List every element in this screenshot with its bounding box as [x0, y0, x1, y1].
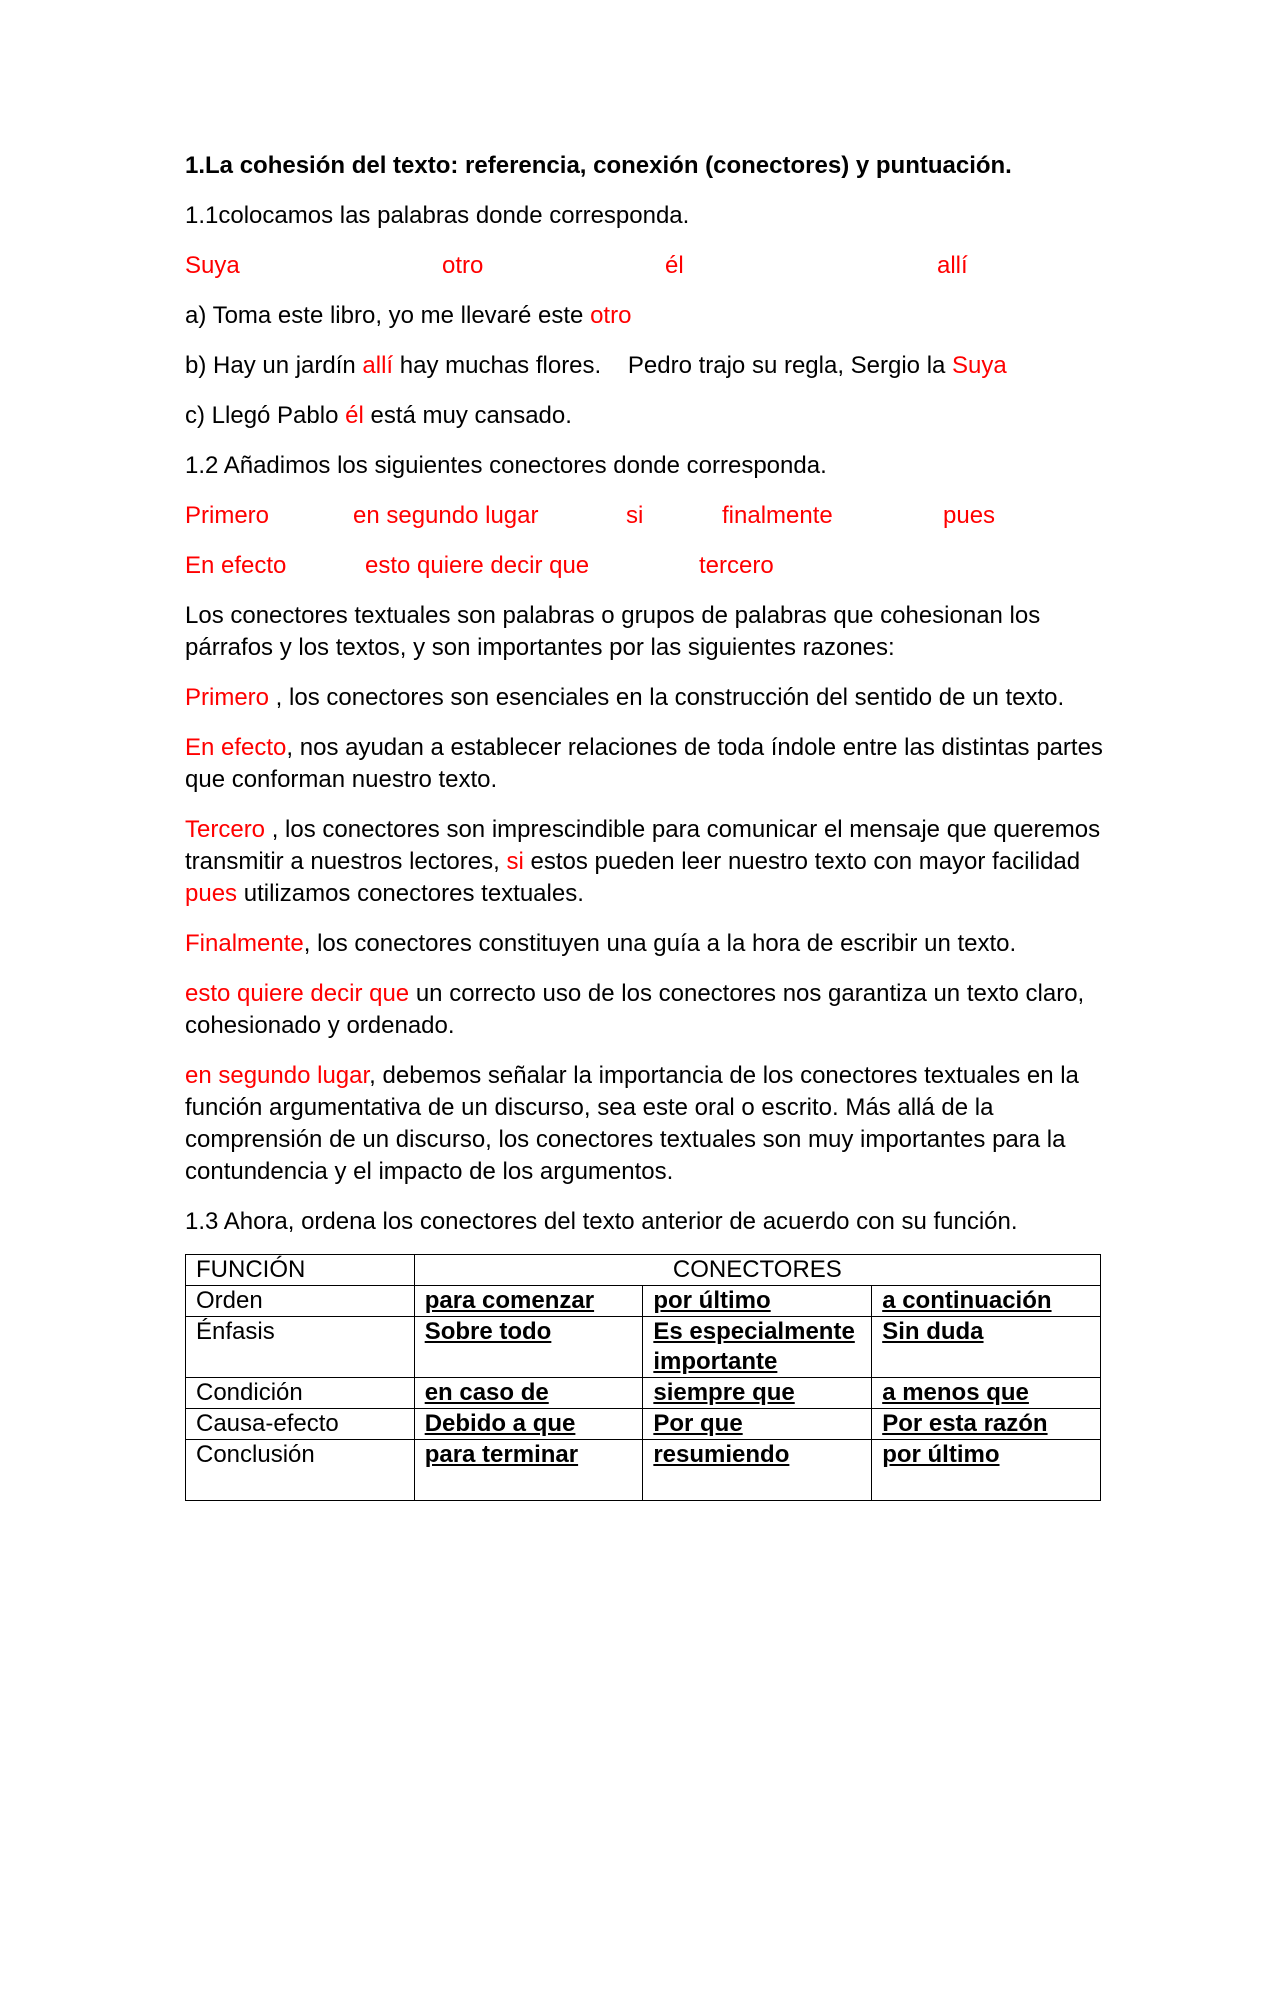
table-cell-connector: Por que — [643, 1409, 872, 1440]
paragraph-5 — [185, 978, 1105, 1042]
table-cell-connector: Sobre todo — [414, 1317, 643, 1378]
exercise-text: está muy cansado. — [363, 402, 572, 429]
paragraph-6 — [185, 1060, 1105, 1188]
paragraph-2 — [185, 732, 1105, 796]
paragraph-text: un correcto uso de los conectores nos garantiza un texto claro, cohesionado y ordenado. — [185, 980, 1085, 1039]
table-cell-connector: en caso de — [414, 1378, 643, 1409]
exercise-text: b) Hay un jardín — [185, 352, 363, 379]
intro-paragraph: Los conectores textuales son palabras o grupos de palabras que cohesionan los párrafos y los textos, y son importantes por las siguientes razones: — [185, 602, 1041, 661]
table-cell-funcion: Condición — [186, 1378, 415, 1409]
answer-word: él — [345, 402, 364, 429]
table-header-funcion: FUNCIÓN — [186, 1255, 415, 1286]
table-row — [186, 1317, 1101, 1378]
word-bank-item: allí — [937, 252, 968, 279]
table-row — [186, 1409, 1101, 1440]
connector-word: Finalmente — [185, 930, 304, 957]
word-bank-item: En efecto — [185, 552, 287, 579]
connector-word: si — [506, 848, 524, 875]
table-cell-funcion: Orden — [186, 1286, 415, 1317]
table-cell-connector: resumiendo — [643, 1440, 872, 1501]
document-title: 1.La cohesión del texto: referencia, conexión (conectores) y puntuación. — [185, 152, 1012, 179]
exercise-text: c) Llegó Pablo — [185, 402, 346, 429]
word-bank-item: si — [626, 502, 644, 529]
word-bank-1-2-row1 — [185, 500, 1105, 532]
paragraph-text: , los conectores constituyen una guía a la hora de escribir un texto. — [303, 930, 1017, 957]
paragraph-text: estos pueden leer nuestro texto con mayor facilidad — [523, 848, 1081, 875]
connector-word: pues — [185, 880, 238, 907]
section-1-2-heading: 1.2 Añadimos los siguientes conectores donde corresponda. — [185, 452, 827, 479]
document-page — [185, 150, 1105, 1501]
paragraph-text: utilizamos conectores textuales. — [237, 880, 584, 907]
word-bank-item: Primero — [185, 502, 270, 529]
table-cell-connector: Sin duda — [872, 1317, 1101, 1378]
word-bank-item: tercero — [699, 552, 774, 579]
table-cell-funcion: Énfasis — [186, 1317, 415, 1378]
connector-word: esto quiere decir que — [185, 980, 410, 1007]
exercise-text: a) Toma este libro, yo me llevaré este — [185, 302, 591, 329]
paragraph-text: , nos ayudan a establecer relaciones de toda índole entre las distintas partes que conforman nuestro texto. — [185, 734, 1103, 793]
word-bank-1-1 — [185, 250, 1105, 282]
answer-word: Suya — [952, 352, 1007, 379]
connector-word: Tercero — [185, 816, 266, 843]
answer-word: otro — [590, 302, 632, 329]
word-bank-item: finalmente — [722, 502, 833, 529]
paragraph-text: , los conectores son esenciales en la construcción del sentido de un texto. — [269, 684, 1065, 711]
table-cell-funcion: Causa-efecto — [186, 1409, 415, 1440]
section-1-1-heading: 1.1colocamos las palabras donde corresponda. — [185, 202, 690, 229]
table-header-conectores: CONECTORES — [414, 1255, 1100, 1286]
table-cell-funcion: Conclusión — [186, 1440, 415, 1501]
connectors-table — [185, 1254, 1101, 1501]
table-cell-connector: por último — [643, 1286, 872, 1317]
paragraph-3 — [185, 814, 1105, 910]
paragraph-text: , los conectores son imprescindible para comunicar el mensaje que queremos transmitir a nuestros lectores, — [185, 816, 1101, 875]
paragraph-4 — [185, 928, 1105, 960]
exercise-text: hay muchas flores. Pedro trajo su regla, Sergio la — [393, 352, 953, 379]
table-cell-connector: a continuación — [872, 1286, 1101, 1317]
section-1-3-heading: 1.3 Ahora, ordena los conectores del texto anterior de acuerdo con su función. — [185, 1208, 1018, 1235]
word-bank-item: pues — [943, 502, 996, 529]
table-cell-connector: para comenzar — [414, 1286, 643, 1317]
word-bank-item: él — [665, 252, 684, 279]
word-bank-item: otro — [442, 252, 484, 279]
word-bank-1-2-row2 — [185, 550, 1105, 582]
paragraph-1 — [185, 682, 1105, 714]
table-row — [186, 1440, 1101, 1501]
word-bank-item: Suya — [185, 252, 240, 279]
word-bank-item: en segundo lugar — [353, 502, 539, 529]
exercise-b — [185, 350, 1105, 382]
table-cell-connector: para terminar — [414, 1440, 643, 1501]
table-cell-connector: Es especialmente importante — [643, 1317, 872, 1378]
paragraph-text: , debemos señalar la importancia de los conectores textuales en la función argumentativa de un discurso, sea este oral o escrito. Más allá de la comprensión de un discurso, los conectores textuales son muy importantes para la contundencia y el impacto de los argumentos. — [185, 1062, 1079, 1185]
connector-word: en segundo lugar — [185, 1062, 370, 1089]
exercise-a — [185, 300, 1105, 332]
answer-word: allí — [362, 352, 394, 379]
table-cell-connector: Por esta razón — [872, 1409, 1101, 1440]
table-cell-connector: por último — [872, 1440, 1101, 1501]
connector-word: En efecto — [185, 734, 287, 761]
table-cell-connector: siempre que — [643, 1378, 872, 1409]
table-header-row — [186, 1255, 1101, 1286]
table-cell-connector: Debido a que — [414, 1409, 643, 1440]
word-bank-item: esto quiere decir que — [365, 552, 590, 579]
table-row — [186, 1286, 1101, 1317]
table-row — [186, 1378, 1101, 1409]
table-cell-connector: a menos que — [872, 1378, 1101, 1409]
connector-word: Primero — [185, 684, 270, 711]
exercise-c — [185, 400, 1105, 432]
